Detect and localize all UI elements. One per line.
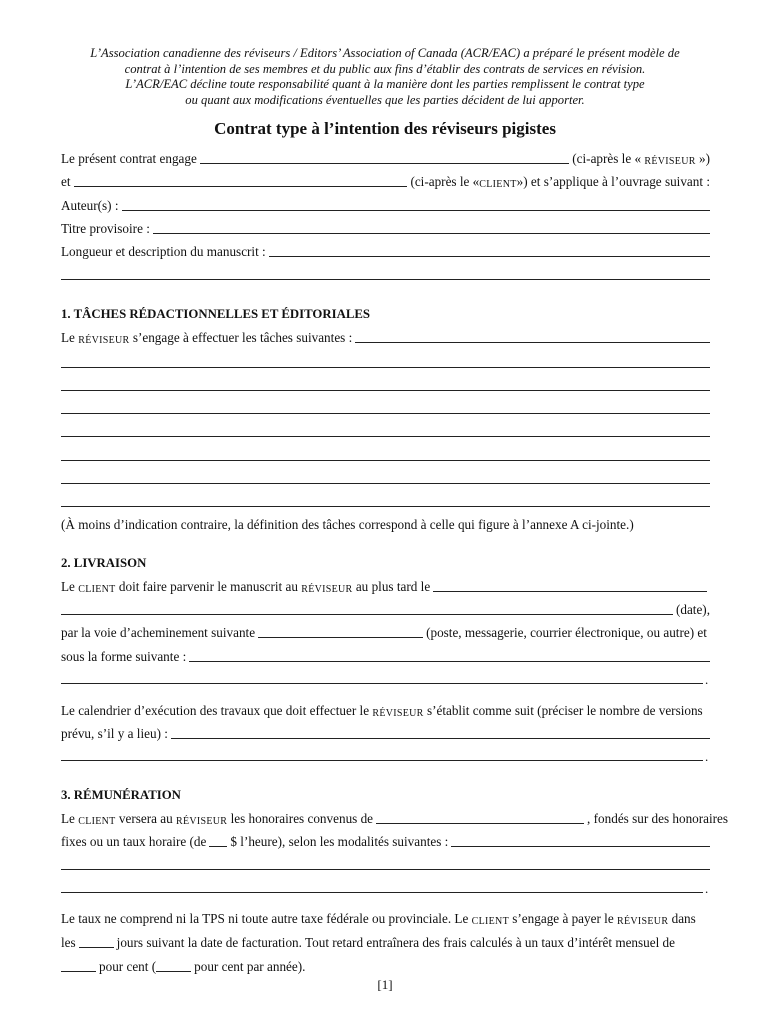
taux-row: Le taux ne comprend ni la TPS ni toute autre taxe fédérale ou provinciale. Le CLIENT s’engage à payer le RÉVISEUR dans (61, 911, 696, 927)
document-title: Contrat type à l’intention des réviseurs pigistes (214, 119, 556, 138)
client-row: et (ci-après le « CLIENT ») et s’applique à l’ouvrage suivant : (61, 174, 710, 190)
calendrier-period: . (705, 749, 709, 764)
calendrier-row-2: prévu, s’il y a lieu) : (61, 722, 710, 742)
longueur-field-line[interactable] (61, 279, 710, 280)
taches-note: (À moins d’indication contraire, la définition des tâches correspond à celle qui figure à l’annexe A ci-jointe.) (61, 517, 634, 532)
disclaimer-intro (60, 46, 710, 108)
jours-field[interactable] (79, 947, 114, 948)
honoraires-field[interactable] (376, 823, 584, 824)
intro-line: L’Association canadienne des réviseurs / Editors’ Association of Canada (ACR/EAC) a préparé le présent modèle de (90, 46, 680, 60)
intro-line: contrat à l’intention de ses membres et du public aux fins d’établir des contrats de services en révision. (124, 61, 646, 76)
taux-horaire-field[interactable] (209, 846, 227, 847)
taches-field-line[interactable] (61, 390, 710, 391)
taches-field-line[interactable] (61, 367, 710, 368)
section-2-heading: 2. LIVRAISON (61, 556, 147, 570)
forme-period: . (705, 672, 709, 687)
forme-row: sous la forme suivante : (61, 645, 710, 665)
titre-field[interactable] (153, 233, 710, 234)
taches-field-line[interactable] (61, 483, 710, 484)
longueur-row: Longueur et description du manuscrit : (61, 240, 710, 260)
intro-line: ou quant aux modifications éventuelles que les parties décident de lui apporter. (185, 92, 585, 107)
reviseur-name-field[interactable] (200, 163, 569, 164)
jours-row: les jours suivant la date de facturation. Tout retard entraînera des frais calculés à un taux d’intérêt mensuel de (61, 935, 676, 950)
interet-mensuel-field[interactable] (61, 971, 96, 972)
modalites-field-line[interactable] (61, 892, 703, 893)
titre-row: Titre provisoire : (61, 217, 710, 237)
intro-line: L’ACR/EAC décline toute responsabilité quant à la manière dont les parties remplissent le contrat type (125, 77, 645, 92)
taches-field-line[interactable] (61, 460, 710, 461)
engage-row: Le présent contrat engage (ci-après le « RÉVISEUR ») (61, 151, 710, 167)
page-number: [1] (377, 977, 393, 992)
taches-field-line[interactable] (61, 506, 710, 507)
livraison-date-field[interactable] (433, 591, 707, 592)
taches-field-line[interactable] (61, 436, 710, 437)
longueur-field[interactable] (269, 256, 710, 257)
taches-row: Le RÉVISEUR s’engage à effectuer les tâches suivantes : (61, 326, 710, 346)
modalites-field[interactable] (451, 846, 710, 847)
section-1-heading: 1. TÂCHES RÉDACTIONNELLES ET ÉDITORIALES (61, 307, 371, 321)
forme-field-line[interactable] (61, 683, 703, 684)
section-3-heading: 3. RÉMUNÉRATION (61, 788, 181, 802)
livraison-date-field-line[interactable] (61, 614, 673, 615)
interet-row: pour cent ( pour cent par année). (61, 955, 710, 975)
auteur-row: Auteur(s) : (61, 194, 710, 214)
taches-field-line[interactable] (61, 413, 710, 414)
calendrier-field[interactable] (171, 738, 710, 739)
remuneration-row: Le CLIENT versera au RÉVISEUR les honoraires convenus de , fondés sur des honoraires (61, 811, 729, 827)
modalites-period: . (705, 881, 709, 896)
client-name-field[interactable] (74, 186, 408, 187)
fixes-row: fixes ou un taux horaire (de $ l’heure), selon les modalités suivantes : (61, 830, 710, 850)
auteur-field[interactable] (122, 210, 711, 211)
date-row: (date), (61, 598, 710, 618)
calendrier-row: Le calendrier d’exécution des travaux que doit effectuer le RÉVISEUR s’établit comme suit (préciser le nombre de versions (61, 703, 703, 719)
interet-annuel-field[interactable] (156, 971, 191, 972)
modalites-field-line[interactable] (61, 869, 710, 870)
voie-row: par la voie d’acheminement suivante (poste, messagerie, courrier électronique, ou autre) et (61, 625, 707, 640)
taches-field[interactable] (355, 342, 710, 343)
calendrier-field-line[interactable] (61, 760, 703, 761)
voie-field[interactable] (258, 637, 423, 638)
forme-field[interactable] (189, 661, 710, 662)
livraison-row: Le CLIENT doit faire parvenir le manuscrit au RÉVISEUR au plus tard le (61, 575, 710, 595)
